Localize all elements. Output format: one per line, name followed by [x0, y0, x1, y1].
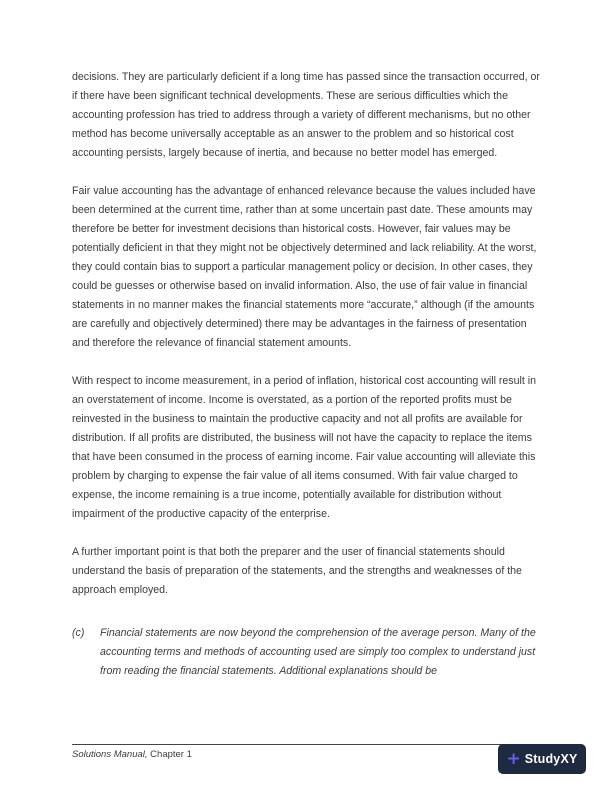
footer-source-chapter: Chapter 1 [147, 749, 192, 760]
body-paragraph: Fair value accounting has the advantage of enhanced relevance because the values included have been determined at the current time, rather than at some uncertain past date. These amounts may therefore be better for investment decisions than historical costs. However, fair values may be potentially deficient in that they might not be objectively determined and lack reliability. At the worst, they could contain bias to support a particular management policy or decision. In other cases, they could be guesses or otherwise based on invalid information. Also, the use of fair value in financial statements in no manner makes the financial statements more “accurate,” although (if the amounts are carefully and objectively determined) there may be advantages in the fairness of presentation and therefore the relevance of financial statement amounts. [72, 185, 537, 349]
body-paragraph: decisions. They are particularly deficient if a long time has passed since the transaction occurred, or if there have been significant technical developments. These are serious difficulties which the accounting profession has tried to address through a variety of different mechanisms, but no other method has become universally acceptable as an answer to the problem and so historical cost accounting persists, largely because of inertia, and because no better model has emerged. [72, 71, 540, 159]
list-item-c [72, 624, 540, 681]
footer-source [72, 749, 540, 760]
page-footer [72, 744, 540, 760]
body-paragraph: With respect to income measurement, in a period of inflation, historical cost accounting will result in an overstatement of income. Income is overstated, as a portion of the reported profits must be reinvested in the business to maintain the productive capacity and not all profits are available for distribution. If all profits are distributed, the business will not have the capacity to replace the items that have been consumed in the process of earning income. Fair value accounting will alleviate this problem by charging to expense the fair value of all items consumed. With fair value charged to expense, the income remaining is a true income, potentially available for distribution without impairment of the productive capacity of the enterprise. [72, 375, 536, 520]
logo-text: StudyXY [524, 752, 578, 766]
body-paragraph: A further important point is that both the preparer and the user of financial statements should understand the basis of preparation of the statements, and the strengths and weaknesses of the approach employed. [72, 546, 522, 596]
footer-source-title: Solutions Manual, [72, 749, 148, 760]
studyxy-logo-badge [498, 744, 586, 774]
page-content [72, 68, 540, 681]
plus-icon: + [506, 748, 521, 769]
list-item-label: (c) [72, 627, 85, 639]
list-item-text: Financial statements are now beyond the comprehension of the average person. Many of the accounting terms and methods of accounting used are simply too complex to understand just from reading the financial statements. Additional explanations should be [100, 627, 536, 677]
